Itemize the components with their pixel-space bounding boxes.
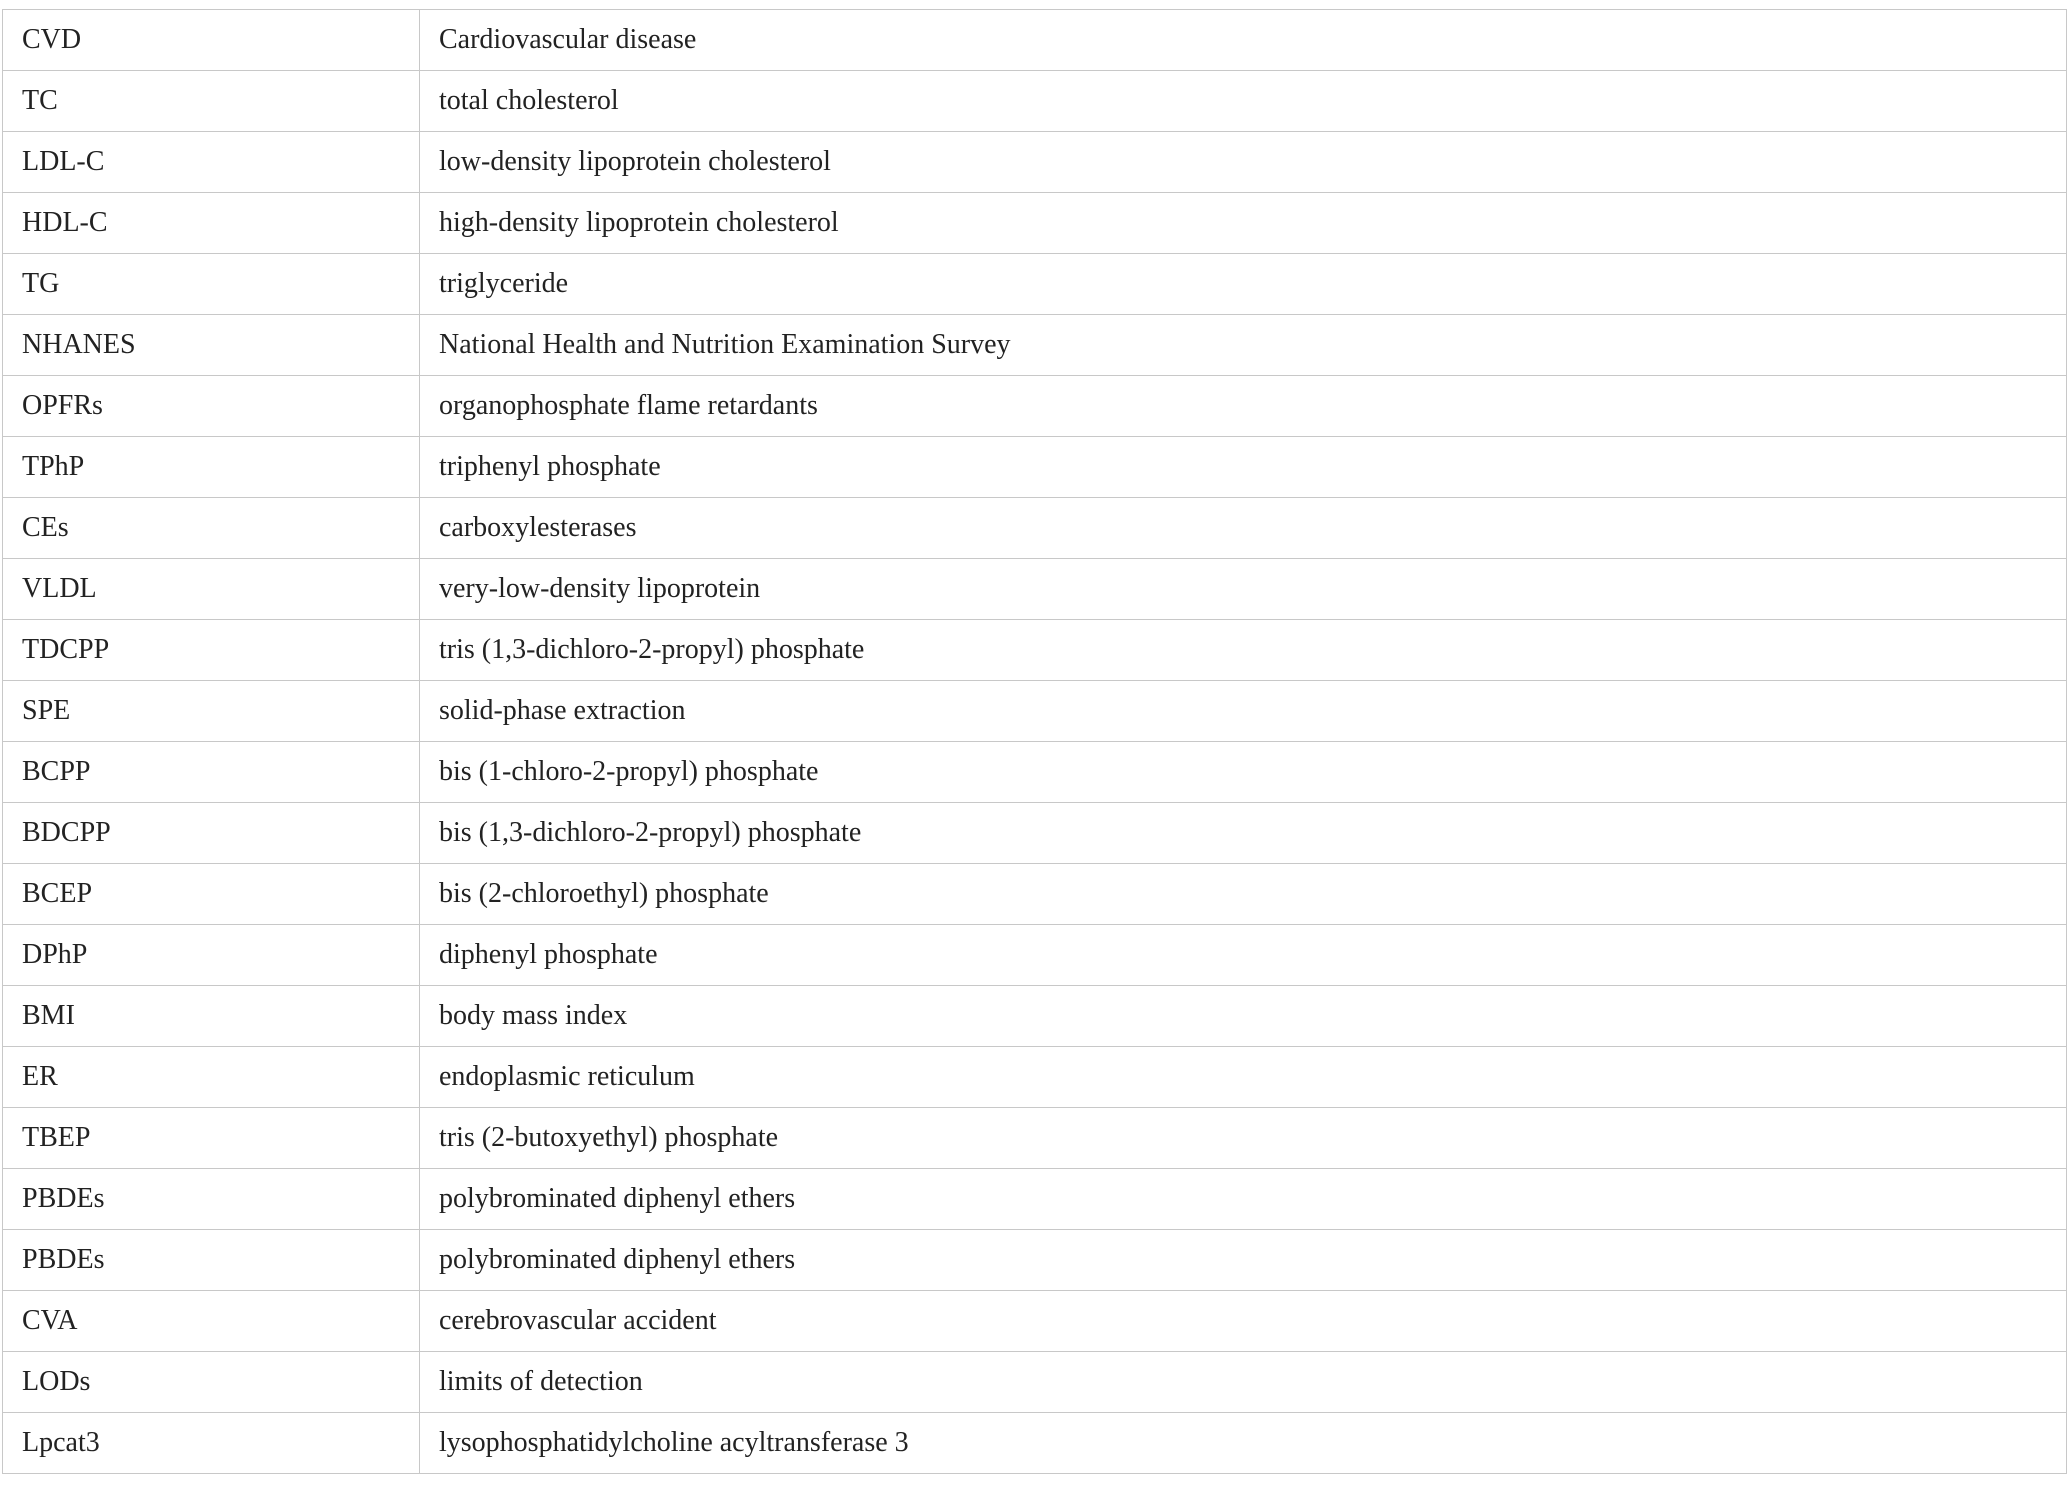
- abbreviations-table: [2, 9, 2067, 1474]
- definition-cell: National Health and Nutrition Examination Survey: [420, 315, 2067, 376]
- definition-cell: diphenyl phosphate: [420, 925, 2067, 986]
- definition-cell: lysophosphatidylcholine acyltransferase 3: [420, 1413, 2067, 1474]
- abbreviation-cell: Lpcat3: [3, 1413, 420, 1474]
- table-row: [3, 742, 2067, 803]
- definition-cell: body mass index: [420, 986, 2067, 1047]
- definition-cell: carboxylesterases: [420, 498, 2067, 559]
- table-row: [3, 498, 2067, 559]
- definition-cell: organophosphate flame retardants: [420, 376, 2067, 437]
- definition-cell: very-low-density lipoprotein: [420, 559, 2067, 620]
- abbreviation-cell: BDCPP: [3, 803, 420, 864]
- table-row: [3, 986, 2067, 1047]
- table-row: [3, 1352, 2067, 1413]
- definition-cell: tris (2-butoxyethyl) phosphate: [420, 1108, 2067, 1169]
- table-row: [3, 10, 2067, 71]
- definition-cell: triphenyl phosphate: [420, 437, 2067, 498]
- table-row: [3, 803, 2067, 864]
- table-row: [3, 620, 2067, 681]
- definition-cell: bis (1-chloro-2-propyl) phosphate: [420, 742, 2067, 803]
- table-row: [3, 925, 2067, 986]
- table-row: [3, 437, 2067, 498]
- definition-cell: Cardiovascular disease: [420, 10, 2067, 71]
- table-row: [3, 1230, 2067, 1291]
- table-row: [3, 1047, 2067, 1108]
- table-row: [3, 132, 2067, 193]
- definition-cell: limits of detection: [420, 1352, 2067, 1413]
- definition-cell: polybrominated diphenyl ethers: [420, 1169, 2067, 1230]
- table-row: [3, 193, 2067, 254]
- abbreviation-cell: BCPP: [3, 742, 420, 803]
- table-row: [3, 559, 2067, 620]
- table-row: [3, 254, 2067, 315]
- abbreviation-cell: LDL-C: [3, 132, 420, 193]
- abbreviation-cell: TG: [3, 254, 420, 315]
- abbreviation-cell: VLDL: [3, 559, 420, 620]
- abbreviation-cell: NHANES: [3, 315, 420, 376]
- table-row: [3, 864, 2067, 925]
- abbreviation-cell: OPFRs: [3, 376, 420, 437]
- abbreviation-cell: CVD: [3, 10, 420, 71]
- definition-cell: tris (1,3-dichloro-2-propyl) phosphate: [420, 620, 2067, 681]
- table-row: [3, 376, 2067, 437]
- table-row: [3, 1413, 2067, 1474]
- abbreviation-cell: CVA: [3, 1291, 420, 1352]
- abbreviation-cell: TBEP: [3, 1108, 420, 1169]
- definition-cell: bis (1,3-dichloro-2-propyl) phosphate: [420, 803, 2067, 864]
- definition-cell: low-density lipoprotein cholesterol: [420, 132, 2067, 193]
- abbreviation-cell: TPhP: [3, 437, 420, 498]
- table-row: [3, 1169, 2067, 1230]
- definition-cell: endoplasmic reticulum: [420, 1047, 2067, 1108]
- definition-cell: triglyceride: [420, 254, 2067, 315]
- definition-cell: solid-phase extraction: [420, 681, 2067, 742]
- abbreviation-cell: TC: [3, 71, 420, 132]
- abbreviation-cell: BMI: [3, 986, 420, 1047]
- abbreviation-cell: HDL-C: [3, 193, 420, 254]
- definition-cell: polybrominated diphenyl ethers: [420, 1230, 2067, 1291]
- abbreviation-cell: BCEP: [3, 864, 420, 925]
- definition-cell: cerebrovascular accident: [420, 1291, 2067, 1352]
- abbreviation-cell: PBDEs: [3, 1230, 420, 1291]
- abbreviation-cell: LODs: [3, 1352, 420, 1413]
- definition-cell: total cholesterol: [420, 71, 2067, 132]
- table-row: [3, 681, 2067, 742]
- abbreviation-cell: PBDEs: [3, 1169, 420, 1230]
- definition-cell: bis (2-chloroethyl) phosphate: [420, 864, 2067, 925]
- abbreviation-cell: TDCPP: [3, 620, 420, 681]
- abbreviation-cell: DPhP: [3, 925, 420, 986]
- table-row: [3, 1108, 2067, 1169]
- table-row: [3, 71, 2067, 132]
- abbreviation-cell: CEs: [3, 498, 420, 559]
- definition-cell: high-density lipoprotein cholesterol: [420, 193, 2067, 254]
- table-row: [3, 315, 2067, 376]
- abbreviation-cell: SPE: [3, 681, 420, 742]
- table-row: [3, 1291, 2067, 1352]
- abbreviation-cell: ER: [3, 1047, 420, 1108]
